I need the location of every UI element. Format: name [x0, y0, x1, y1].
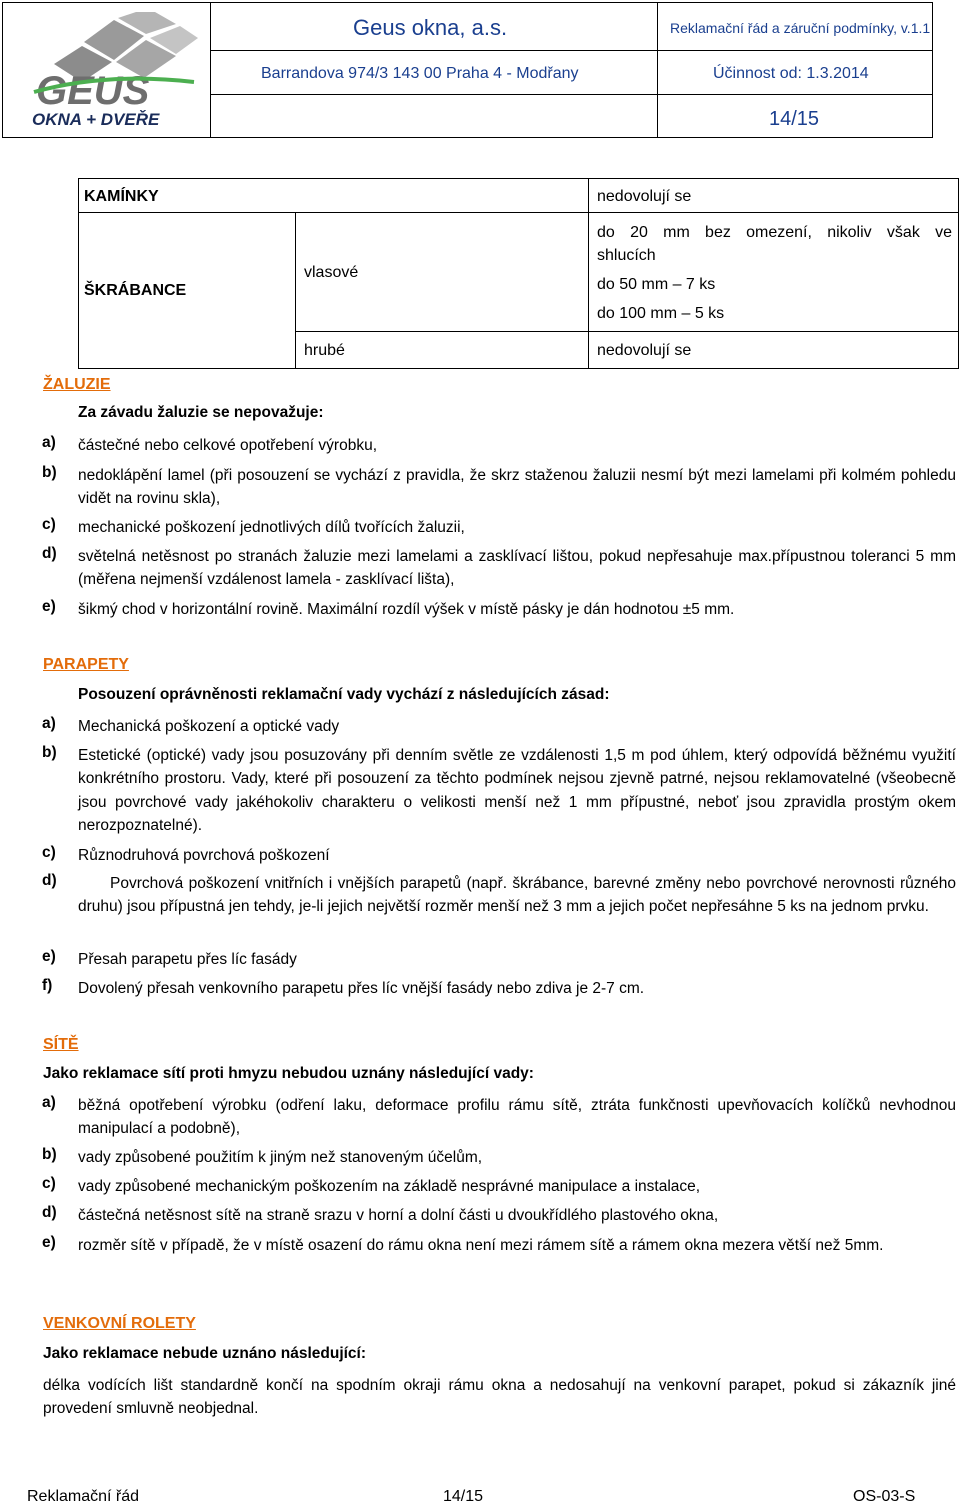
list-item: mechanické poškození jednotlivých dílů tvořících žaluzii, — [78, 519, 465, 536]
list-item: šikmý chod v horizontální rovině. Maximální rozdíl výšek v místě pásky je dán hodnotou ±5 mm. — [78, 601, 735, 618]
vlasove-value-3: do 50 mm – 7 ks — [597, 276, 716, 293]
list-item-label: c) — [42, 1175, 56, 1192]
document-name: Reklamační řád a záruční podmínky, v.1.1 — [670, 20, 931, 36]
section-title-site: SÍTĚ — [43, 1036, 79, 1053]
list-item: Povrchová poškození vnitřních i vnějších parapetů (např. škrábance, barevné změny nebo povrchové nerovnosti různého druhu) jsou přípustná jen tehdy, je-li jejich největší rozměr menší než 3 mm a jejich počet nepřesáhne 5 ks na jednom prvku. — [78, 875, 956, 916]
list-item-label: e) — [42, 1234, 56, 1251]
company-name: Geus okna, a.s. — [353, 15, 508, 40]
list-item: Estetické (optické) vady jsou posuzovány při denním světle ze vzdálenosti 1,5 m pod úhlem, který odpovídá běžnému využití konkrétního prostoru. Vady, které při posouzení za těchto podmínek nejsou zjevně patrné, nejsou reklamovatelné (všeobecně jsou povrchové vady jakéhokoliv charakteru o velikosti menší než 1 mm přípustné, neboť jsou zpravidla prostým okem nerozpoznatelné). — [78, 747, 956, 834]
list-item: nedoklápění lamel (při posouzení se vychází z pravidla, že skrz staženou žaluzii nesmí být mezi lamelami při kolmém pohledu vidět na rovinu skla), — [78, 467, 956, 508]
kaminky-label: KAMÍNKY — [84, 188, 159, 205]
footer-page-number: 14/15 — [443, 1488, 484, 1505]
list-item: Různodruhová povrchová poškození — [78, 847, 330, 864]
list-item: běžná opotřebení výrobku (odření laku, deformace profilu rámu sítě, ztráta funkčnosti upevňovacích kolíčků nevhodnou manipulací a podobně), — [78, 1097, 956, 1138]
hrube-label: hrubé — [304, 342, 345, 359]
list-item-label: e) — [42, 948, 56, 965]
list-item-label: c) — [42, 844, 56, 861]
section-title-parapety: PARAPETY — [43, 656, 129, 673]
vlasove-label: vlasové — [304, 264, 359, 281]
vlasove-value-4: do 100 mm – 5 ks — [597, 305, 725, 322]
company-address: Barrandova 974/3 143 00 Praha 4 - Modřany — [261, 65, 579, 82]
parapety-intro: Posouzení oprávněnosti reklamační vady vychází z následujících zásad: — [78, 686, 610, 703]
list-item: vady způsobené mechanickým poškozením na základě nesprávné manipulace a instalace, — [78, 1178, 701, 1195]
section-title-zaluzie: ŽALUZIE — [43, 376, 111, 393]
defect-table — [78, 178, 959, 369]
list-item-label: b) — [42, 1146, 57, 1163]
geus-logo — [26, 12, 198, 128]
footer-doc-code: OS-03-S — [853, 1488, 916, 1505]
skrabance-label: ŠKRÁBANCE — [84, 282, 187, 299]
list-item: rozměr sítě v případě, že v místě osazení do rámu okna není mezi rámem sítě a rámem okna mezera větší než 5mm. — [78, 1237, 884, 1254]
list-item: částečné nebo celkové opotřebení výrobku, — [78, 437, 377, 454]
vlasove-value-2: shlucích — [597, 247, 656, 264]
header-page-number: 14/15 — [769, 108, 820, 130]
svg-text:OKNA + DVEŘE: OKNA + DVEŘE — [32, 110, 160, 128]
site-intro: Jako reklamace sítí proti hmyzu nebudou uznány následující vady: — [43, 1065, 534, 1082]
effective-date: Účinnost od: 1.3.2014 — [713, 65, 869, 82]
list-item-label: a) — [42, 1094, 56, 1111]
list-item: světelná netěsnost po stranách žaluzie mezi lamelami a zasklívací lištou, pokud nepřesahuje max.přípustnou toleranci 5 mm (měřena nejmenší vzdálenost lamela - zasklívací lišta), — [78, 548, 956, 589]
list-item: Mechanická poškození a optické vady — [78, 718, 340, 735]
list-item: Dovolený přesah venkovního parapetu přes líc vnější fasády nebo zdiva je 2-7 cm. — [78, 980, 645, 997]
list-item-label: a) — [42, 715, 56, 732]
hrube-value: nedovolují se — [597, 342, 692, 359]
list-item-label: d) — [42, 1204, 57, 1221]
list-item-label: e) — [42, 598, 56, 615]
list-item-label: d) — [42, 872, 57, 889]
list-item-label: a) — [42, 434, 56, 451]
list-item: vady způsobené použitím k jiným než stanoveným účelům, — [78, 1149, 483, 1166]
list-item-label: f) — [42, 977, 53, 994]
list-item-label: d) — [42, 545, 57, 562]
zaluzie-intro: Za závadu žaluzie se nepovažuje: — [78, 404, 324, 421]
list-item-label: b) — [42, 744, 57, 761]
footer-left: Reklamační řád — [27, 1488, 140, 1505]
svg-text:GEUS: GEUS — [36, 69, 150, 113]
list-item-label: c) — [42, 516, 56, 533]
rolety-text: délka vodících lišt standardně končí na spodním okraji rámu okna a nedosahují na venkovní parapet, pokud si zákazník jiné provedení smluvně neobjednal. — [43, 1377, 956, 1418]
list-item-label: b) — [42, 464, 57, 481]
list-item: Přesah parapetu přes líc fasády — [78, 951, 297, 968]
vlasove-value-1: do 20 mm bez omezení, nikoliv však ve — [597, 224, 952, 241]
section-title-rolety: VENKOVNÍ ROLETY — [43, 1315, 196, 1332]
kaminky-value: nedovolují se — [597, 188, 692, 205]
list-item: částečná netěsnost sítě na straně srazu v horní a dolní části u dvoukřídlého plastového okna, — [78, 1207, 719, 1224]
rolety-intro: Jako reklamace nebude uznáno následující: — [43, 1345, 367, 1362]
